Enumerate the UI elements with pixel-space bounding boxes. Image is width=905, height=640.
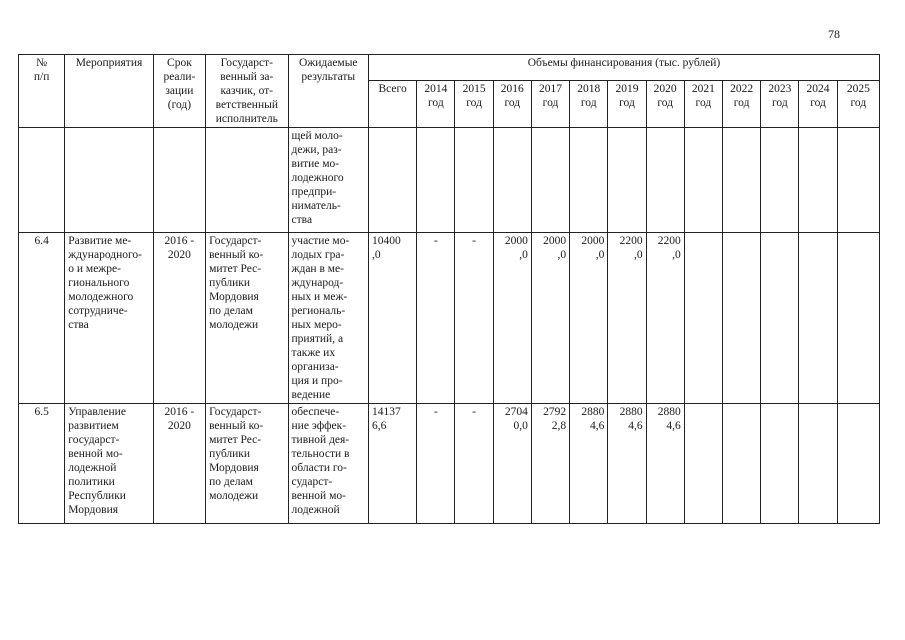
row-value: - xyxy=(455,404,493,524)
row-num xyxy=(19,128,65,233)
row-value xyxy=(761,128,799,233)
row-value xyxy=(723,128,761,233)
row-value xyxy=(531,128,569,233)
row-value xyxy=(837,128,879,233)
row-value xyxy=(761,233,799,404)
row-customer xyxy=(206,128,288,233)
header-year: 2021 год xyxy=(684,80,722,127)
row-value xyxy=(493,128,531,233)
row-value xyxy=(761,404,799,524)
row-measure: Развитие ме- ждународного- о и межре- гионального молодежного сотрудниче- ства xyxy=(65,233,154,404)
row-value: - xyxy=(417,404,455,524)
row-term xyxy=(153,128,205,233)
row-value: 2880 4,6 xyxy=(646,404,684,524)
header-num: № п/п xyxy=(19,55,65,128)
row-num: 6.5 xyxy=(19,404,65,524)
row-measure: Управление развитием государст- венной мо- лодежной политики Республики Мордовия xyxy=(65,404,154,524)
row-value xyxy=(608,128,646,233)
header-year: 2025 год xyxy=(837,80,879,127)
row-num: 6.4 xyxy=(19,233,65,404)
row-value xyxy=(837,404,879,524)
row-value xyxy=(417,128,455,233)
header-year: 2014 год xyxy=(417,80,455,127)
header-financing: Объемы финансирования (тыс. рублей) xyxy=(368,55,879,81)
row-value xyxy=(570,128,608,233)
row-measure xyxy=(65,128,154,233)
row-value xyxy=(799,404,837,524)
row-value xyxy=(684,128,722,233)
row-term: 2016 - 2020 xyxy=(153,233,205,404)
row-value xyxy=(723,233,761,404)
table-row xyxy=(19,233,880,404)
row-value: 2000 ,0 xyxy=(570,233,608,404)
header-year: 2019 год xyxy=(608,80,646,127)
table-row xyxy=(19,128,880,233)
row-value xyxy=(368,128,416,233)
header-year: 2015 год xyxy=(455,80,493,127)
row-value: 2880 4,6 xyxy=(570,404,608,524)
header-year: 2017 год xyxy=(531,80,569,127)
row-value xyxy=(684,404,722,524)
row-customer: Государст- венный ко- митет Рес- публики Мордовия по делам молодежи xyxy=(206,233,288,404)
header-year: 2020 год xyxy=(646,80,684,127)
row-expected: обеспече- ние эффек- тивной дея- тельности в области го- сударст- венной мо- лодежной xyxy=(288,404,368,524)
row-value: - xyxy=(455,233,493,404)
row-value xyxy=(799,128,837,233)
row-expected: щей моло- дежи, раз- витие мо- лодежного предпри- ниматель- ства xyxy=(288,128,368,233)
row-expected: участие мо- лодых гра- ждан в ме- ждународ- ных и меж- региональ- ных меро- приятий, а также их организа- ция и про- ведение xyxy=(288,233,368,404)
row-value: 2000 ,0 xyxy=(531,233,569,404)
row-value: 10400 ,0 xyxy=(368,233,416,404)
row-value xyxy=(455,128,493,233)
row-value xyxy=(684,233,722,404)
row-value: 2200 ,0 xyxy=(608,233,646,404)
row-value: 2200 ,0 xyxy=(646,233,684,404)
header-year: 2016 год xyxy=(493,80,531,127)
header-year: 2023 год xyxy=(761,80,799,127)
row-value: 2000 ,0 xyxy=(493,233,531,404)
row-value: - xyxy=(417,233,455,404)
row-term: 2016 - 2020 xyxy=(153,404,205,524)
header-term: Срок реали- зации (год) xyxy=(153,55,205,128)
header-year: 2018 год xyxy=(570,80,608,127)
row-value: 2704 0,0 xyxy=(493,404,531,524)
row-customer: Государст- венный ко- митет Рес- публики Мордовия по делам молодежи xyxy=(206,404,288,524)
row-value xyxy=(646,128,684,233)
row-value xyxy=(837,233,879,404)
row-value xyxy=(723,404,761,524)
row-value: 2880 4,6 xyxy=(608,404,646,524)
row-value: 14137 6,6 xyxy=(368,404,416,524)
header-year: 2024 год xyxy=(799,80,837,127)
header-year: Всего xyxy=(368,80,416,127)
page-number: 78 xyxy=(828,27,840,41)
header-expected: Ожидаемые результаты xyxy=(288,55,368,128)
financing-table xyxy=(18,54,880,524)
header-customer: Государст- венный за- казчик, от- ветственный исполнитель xyxy=(206,55,288,128)
header-year: 2022 год xyxy=(723,80,761,127)
row-value xyxy=(799,233,837,404)
row-value: 2792 2,8 xyxy=(531,404,569,524)
header-measures: Мероприятия xyxy=(65,55,154,128)
table-row xyxy=(19,404,880,524)
